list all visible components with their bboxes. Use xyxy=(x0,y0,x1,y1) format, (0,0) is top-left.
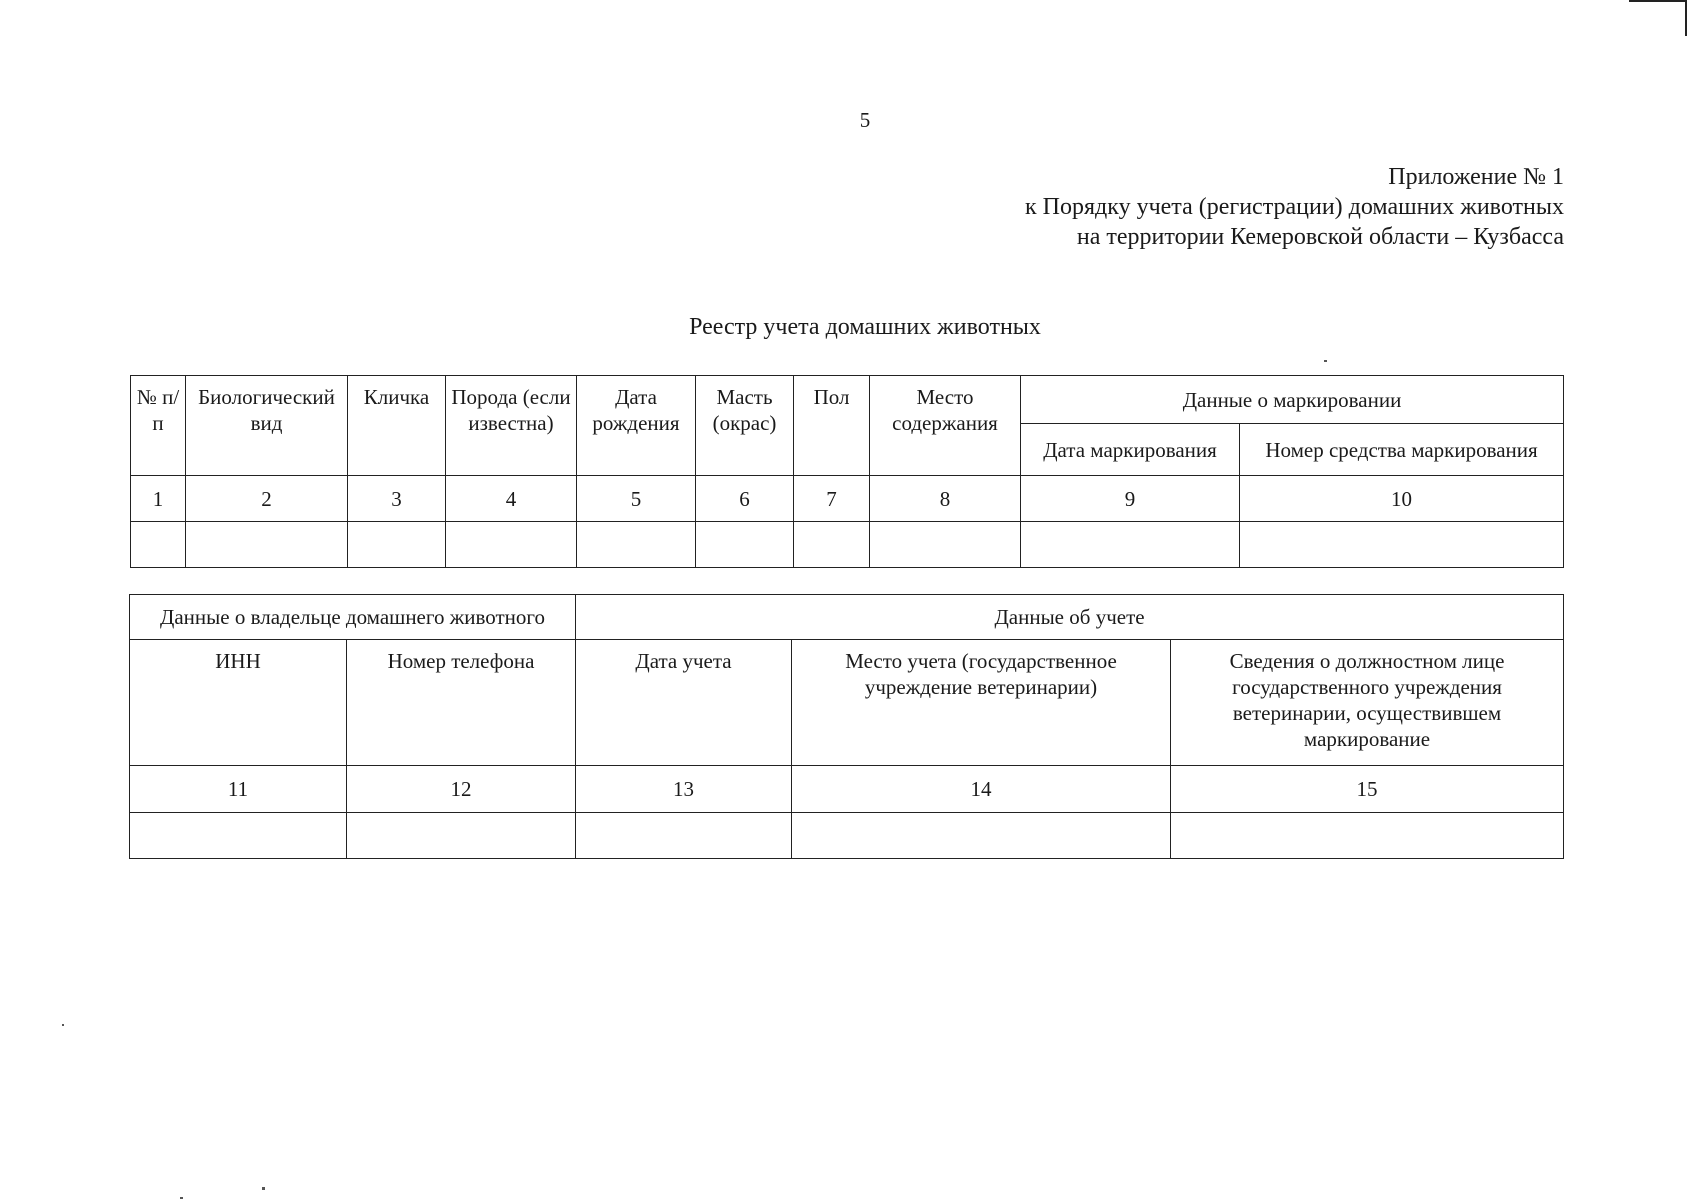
header-marking-number: Номер средства маркирования xyxy=(1240,424,1564,476)
document-title: Реестр учета домашних животных xyxy=(689,314,1041,340)
column-number-row xyxy=(130,766,1564,813)
column-number: 5 xyxy=(577,476,696,522)
column-number: 1 xyxy=(131,476,186,522)
appendix-header xyxy=(1025,162,1564,252)
column-number-row xyxy=(131,476,1564,522)
header-marking-group: Данные о маркировании xyxy=(1021,376,1564,424)
header-accounting-group: Данные об учете xyxy=(576,595,1564,640)
column-number: 15 xyxy=(1171,766,1564,813)
empty-cell xyxy=(348,522,446,568)
header-num: № п/п xyxy=(131,376,186,476)
page-number: 5 xyxy=(859,108,871,132)
empty-cell xyxy=(870,522,1021,568)
header-official: Сведения о должностном лице государственного учреждения ветеринарии, осуществившем маркирование xyxy=(1171,640,1564,766)
empty-cell xyxy=(576,813,792,859)
header-name: Кличка xyxy=(348,376,446,476)
column-number: 10 xyxy=(1240,476,1564,522)
appendix-line-2: к Порядку учета (регистрации) домашних животных xyxy=(1025,194,1564,220)
empty-cell xyxy=(1240,522,1564,568)
header-phone: Номер телефона xyxy=(347,640,576,766)
appendix-line-3: на территории Кемеровской области – Кузбасса xyxy=(1076,224,1564,250)
header-color: Масть (окрас) xyxy=(696,376,794,476)
scan-speck xyxy=(180,1197,183,1199)
empty-cell xyxy=(696,522,794,568)
empty-cell xyxy=(347,813,576,859)
empty-data-row xyxy=(131,522,1564,568)
column-number: 12 xyxy=(347,766,576,813)
column-number: 6 xyxy=(696,476,794,522)
header-location: Место содержания xyxy=(870,376,1021,476)
empty-cell xyxy=(446,522,577,568)
empty-cell xyxy=(186,522,348,568)
empty-cell xyxy=(1021,522,1240,568)
appendix-line-1: Приложение № 1 xyxy=(1388,164,1564,190)
column-number: 2 xyxy=(186,476,348,522)
empty-cell xyxy=(1171,813,1564,859)
empty-cell xyxy=(131,522,186,568)
column-number: 11 xyxy=(130,766,347,813)
column-number: 14 xyxy=(792,766,1171,813)
empty-cell xyxy=(577,522,696,568)
column-number: 4 xyxy=(446,476,577,522)
header-accounting-place: Место учета (государственное учреждение ветеринарии) xyxy=(792,640,1171,766)
header-inn: ИНН xyxy=(130,640,347,766)
empty-cell xyxy=(794,522,870,568)
column-number: 9 xyxy=(1021,476,1240,522)
column-number: 13 xyxy=(576,766,792,813)
header-owner-group: Данные о владельце домашнего животного xyxy=(130,595,576,640)
header-breed: Порода (если известна) xyxy=(446,376,577,476)
scan-speck xyxy=(262,1187,265,1190)
empty-data-row xyxy=(130,813,1564,859)
column-number: 7 xyxy=(794,476,870,522)
empty-cell xyxy=(130,813,347,859)
scan-corner-mark xyxy=(1629,0,1687,36)
header-marking-date: Дата маркирования xyxy=(1021,424,1240,476)
scan-speck xyxy=(1324,360,1327,362)
header-accounting-date: Дата учета xyxy=(576,640,792,766)
scan-speck xyxy=(62,1024,64,1026)
registry-table-animals xyxy=(130,375,1564,568)
registry-table-owner-accounting xyxy=(129,594,1564,859)
header-birth-date: Дата рождения xyxy=(577,376,696,476)
column-number: 8 xyxy=(870,476,1021,522)
header-sex: Пол xyxy=(794,376,870,476)
empty-cell xyxy=(792,813,1171,859)
column-number: 3 xyxy=(348,476,446,522)
header-species: Биологический вид xyxy=(186,376,348,476)
